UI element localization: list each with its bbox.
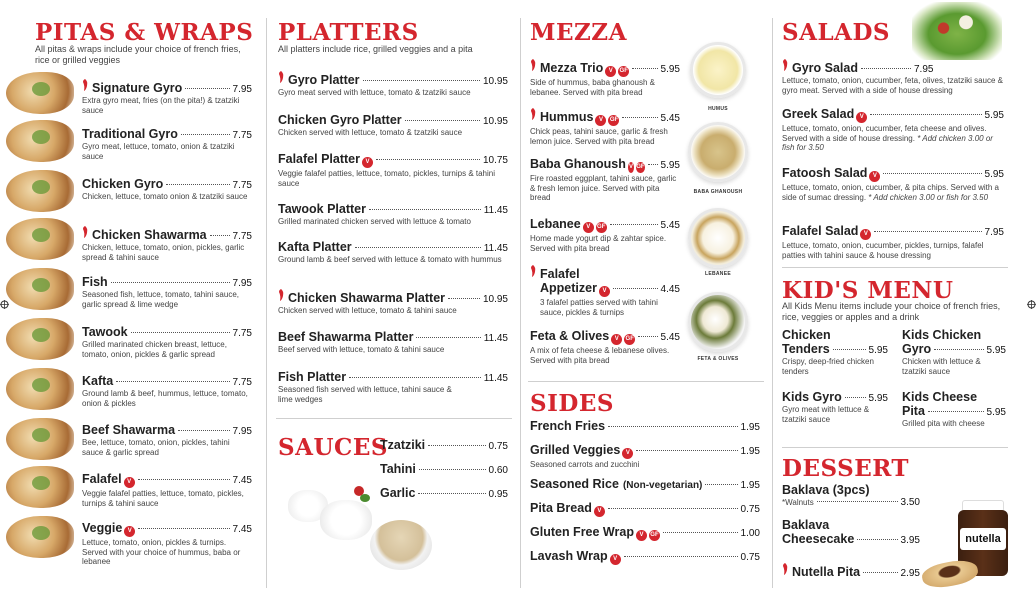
menu-item: Tawook Platter 11.45 Grilled marinated chicken served with lettuce & tomato — [278, 202, 508, 226]
vegetarian-badge-icon: V — [124, 526, 135, 537]
vegetarian-badge-icon: V — [595, 115, 606, 126]
kids-title: KID'S MENU — [782, 277, 954, 304]
pepper-icon — [82, 78, 89, 92]
platters-column — [266, 0, 520, 610]
menu-item: Beef Shawarma 7.95 Bee, lettuce, tomato, onion, pickles, tahini sauce & garlic spread — [82, 423, 252, 457]
gluten-free-badge-icon: GF — [636, 162, 644, 173]
beef-shawarma-photo — [6, 418, 74, 460]
pepper-icon — [82, 225, 89, 239]
menu-item: Kids Chicken Gyro 5.95 Chicken with lettuce & tzatziki sauce — [902, 328, 1006, 376]
pepper-icon — [278, 288, 285, 302]
menu-item: Fatoosh Salad V 5.95 Lettuce, tomato, onion, cucumber, & pita chips. Served with a side of sumac dressing. * Add chicken 3.00 or fish for 3.50 — [782, 166, 1004, 202]
traditional-gyro-photo — [6, 120, 74, 162]
menu-item: Chicken Shawarma 7.75 Chicken, lettuce, tomato, onion, pickles, garlic spread & tahini sauce — [82, 225, 252, 262]
menu-item: Lebanee V GF 5.45 Home made yogurt dip & zahtar spice. Served with pita bread — [530, 217, 680, 253]
menu-item: Falafel Platter V 10.75 Veggie falafel patties, lettuce, tomato, pickles, turnips & tahini sauce — [278, 152, 508, 188]
feta-olives-photo — [688, 292, 748, 352]
pitas-subtitle: All pitas & wraps include your choice of french fries, rice or grilled veggies — [35, 44, 241, 65]
menu-item: Baklava Cheesecake 3.95 — [782, 518, 920, 546]
gluten-free-badge-icon: GF — [649, 530, 660, 541]
hummus-caption: HUMUS — [708, 106, 728, 112]
vegetarian-badge-icon: V — [583, 222, 594, 233]
menu-item: Feta & Olives V GF 5.45 A mix of feta cheese & lebanese olives. Served with pita bread — [530, 329, 680, 365]
vegetarian-badge-icon: V — [594, 506, 605, 517]
menu-item: Hummus V GF 5.45 Chick peas, tahini sauce, garlic & fresh lemon juice. Served with pita bread — [530, 107, 680, 146]
vegetarian-badge-icon: V — [605, 66, 616, 77]
menu-item: Traditional Gyro 7.75 Gyro meat, lettuce, tomato, onion & tzatziki sauce — [82, 127, 252, 161]
pepper-icon — [782, 58, 789, 72]
menu-item: Kids Cheese Pita 5.95 Grilled pita with cheese — [902, 390, 1006, 428]
menu-item: Lavash Wrap V 0.75 — [530, 549, 760, 563]
menu-item: Nutella Pita 2.95 — [782, 562, 920, 579]
vegetarian-badge-icon: V — [362, 157, 373, 168]
menu-item: Chicken Tenders 5.95 Crispy, deep-fried chicken tenders — [782, 328, 888, 376]
falafel-wrap-photo — [6, 466, 74, 508]
menu-item: Mezza Trio V GF 5.95 Side of hummus, baba ghanoush & lebanee. Served with pita bread — [530, 58, 680, 97]
chicken-shawarma-photo — [6, 218, 74, 260]
menu-item: Falafel Appetizer V 4.45 3 falafel patties served with tahini sauce, pickles & turnips — [530, 264, 680, 317]
menu-item: Signature Gyro 7.95 Extra gyro meat, fries (on the pita!) & tzatziki sauce — [82, 78, 252, 115]
gluten-free-badge-icon: GF — [596, 222, 607, 233]
menu-item: Kafta Platter 11.45 Ground lamb & beef served with lettuce & tomato with hummus — [278, 240, 508, 264]
menu-item: Veggie V 7.45 Lettuce, tomato, onion, pickles & turnips. Served with your choice of hummus, baba or lebanee — [82, 521, 252, 567]
vegetarian-badge-icon: V — [628, 162, 634, 173]
chicken-gyro-photo — [6, 170, 74, 212]
menu-item: Falafel Salad V 7.95 Lettuce, tomato, onion, cucumber, pickles, turnips, falafel patties with tahini sauce & house dressing — [782, 224, 1004, 260]
dessert-title: DESSERT — [782, 455, 910, 482]
sides-title: SIDES — [530, 390, 614, 417]
kafta-photo — [6, 368, 74, 410]
menu-item: Fish 7.95 Seasoned fish, lettuce, tomato, tahini sauce, garlic spread & lime wedge — [82, 275, 252, 309]
mezza-column — [520, 0, 772, 610]
signature-gyro-photo — [6, 72, 74, 114]
registration-mark-icon — [0, 300, 9, 309]
gluten-free-badge-icon: GF — [608, 115, 619, 126]
pitas-title: PITAS & WRAPS — [35, 19, 254, 46]
nutella-label: nutella — [960, 528, 1006, 550]
platters-subtitle: All platters include rice, grilled veggies and a pita — [278, 44, 473, 54]
menu-item: Baba Ghanoush V GF 5.95 Fire roasted eggplant, tahini sauce, garlic & fresh lemon juice. Served with pita bread — [530, 157, 680, 203]
menu-item: Tzatziki 0.75 — [380, 438, 508, 452]
menu-item: Kids Gyro 5.95 Gyro meat with lettuce & tzatziki sauce — [782, 390, 888, 424]
fish-wrap-photo — [6, 268, 74, 310]
baba-ghanoush-photo — [688, 122, 748, 182]
menu-item: Chicken Gyro 7.75 Chicken, lettuce, tomato onion & tzatziki sauce — [82, 177, 252, 201]
pepper-icon — [530, 58, 537, 72]
crepe-photo — [920, 556, 980, 591]
vegetarian-badge-icon: V — [622, 448, 633, 459]
menu-item: Seasoned Rice (Non-vegetarian) 1.95 — [530, 477, 760, 491]
menu-item: Pita Bread V 0.75 — [530, 501, 760, 515]
menu-item: Greek Salad V 5.95 Lettuce, tomato, onion, cucumber, feta cheese and olives. Served with a side of house dressing. * Add chicken 3.00 or fish for 3.50 — [782, 107, 1004, 153]
vegetarian-badge-icon: V — [611, 334, 622, 345]
menu-item: Tawook 7.75 Grilled marinated chicken breast, lettuce, tomato, onion, pickles & garlic spread — [82, 325, 252, 359]
sauce-cups-photo — [280, 480, 460, 590]
pepper-icon — [530, 107, 537, 121]
menu-item: Garlic 0.95 — [380, 486, 508, 500]
pitas-column — [0, 0, 266, 610]
pepper-icon — [782, 562, 789, 576]
menu-item: Grilled Veggies V 1.95 Seasoned carrots and zucchini — [530, 443, 760, 469]
mezza-title: MEZZA — [530, 19, 627, 46]
kids-subtitle: All Kids Menu items include your choice of french fries, rice, veggies or apples and a drink — [782, 301, 1001, 322]
pepper-icon — [530, 264, 537, 278]
menu-item: Tahini 0.60 — [380, 462, 508, 476]
hummus-photo — [690, 42, 746, 98]
menu-item: Chicken Shawarma Platter 10.95 Chicken served with lettuce, tomato & tahini sauce — [278, 288, 508, 316]
vegetarian-badge-icon: V — [610, 554, 621, 565]
salads-title: SALADS — [782, 19, 891, 46]
pepper-icon — [278, 70, 285, 84]
vegetarian-badge-icon: V — [124, 477, 135, 488]
feta-olives-caption: FETA & OLIVES — [697, 356, 739, 362]
menu-item: Beef Shawarma Platter 11.45 Beef served with lettuce, tomato & tahini sauce — [278, 330, 508, 354]
menu-item: Kafta 7.75 Ground lamb & beef, hummus, lettuce, tomato, onion & pickles — [82, 374, 252, 408]
menu-item: Fish Platter 11.45 Seasoned fish served with lettuce, tahini sauce & lime wedges — [278, 370, 508, 404]
gluten-free-badge-icon: GF — [624, 334, 635, 345]
menu-item: Gyro Platter 10.95 Gyro meat served with lettuce, tomato & tzatziki sauce — [278, 70, 508, 98]
baba-ghanoush-caption: BABA GHANOUSH — [693, 189, 743, 195]
menu-item: Gyro Salad 7.95 Lettuce, tomato, onion, cucumber, feta, olives, tzatziki sauce & gyro meat. Served with a side of house dressing — [782, 58, 1004, 95]
platters-title: PLATTERS — [278, 19, 419, 46]
veggie-wrap-photo — [6, 516, 74, 558]
vegetarian-badge-icon: V — [599, 286, 610, 297]
salads-column — [772, 0, 1036, 610]
lebanee-caption: LEBANEE — [705, 271, 731, 277]
gluten-free-badge-icon: GF — [618, 66, 629, 77]
menu-item: Falafel V 7.45 Veggie falafel patties, lettuce, tomato, pickles, turnips & tahini sauce — [82, 472, 252, 508]
vegetarian-badge-icon: V — [860, 229, 871, 240]
salad-bowl-photo — [912, 2, 1002, 60]
vegetarian-badge-icon: V — [636, 530, 647, 541]
menu-item: Baklava (3pcs) *Walnuts 3.50 — [782, 483, 920, 508]
lebanee-photo — [688, 208, 748, 268]
vegetarian-badge-icon: V — [856, 112, 867, 123]
menu-item: French Fries 1.95 — [530, 419, 760, 433]
menu-item: Gluten Free Wrap V GF 1.00 — [530, 525, 760, 539]
registration-mark-icon — [1027, 300, 1036, 309]
menu-item: Chicken Gyro Platter 10.95 Chicken served with lettuce, tomato & tzatziki sauce — [278, 113, 508, 137]
sauces-title: SAUCES — [278, 434, 388, 461]
vegetarian-badge-icon: V — [869, 171, 880, 182]
tawook-photo — [6, 318, 74, 360]
